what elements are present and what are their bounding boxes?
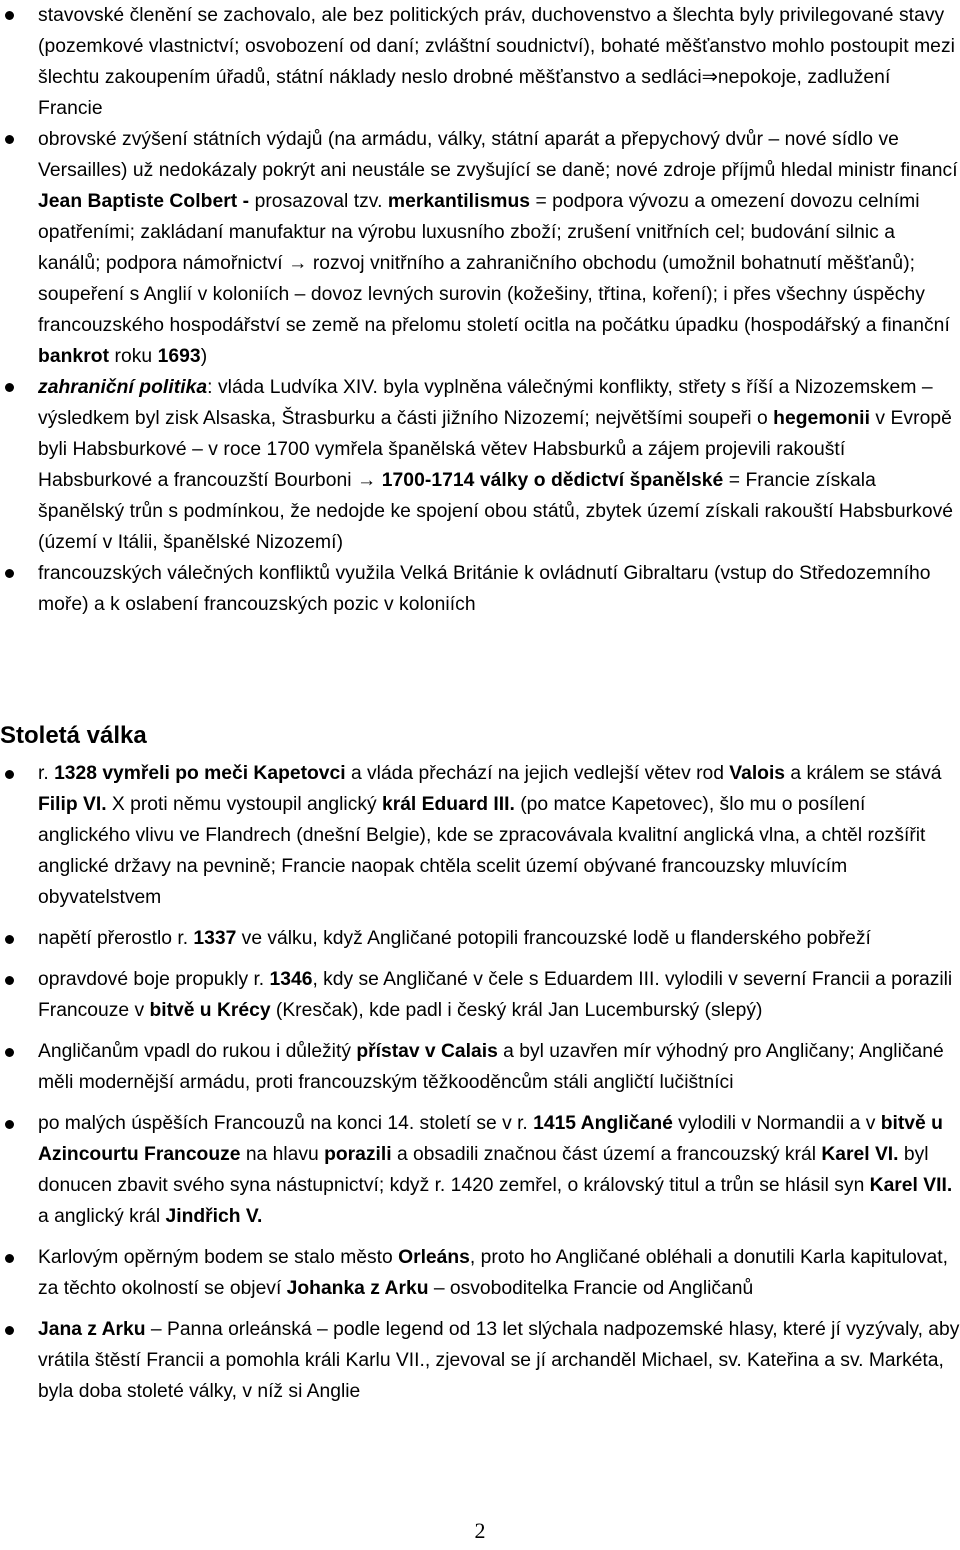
text-run: = podpora vývozu a omezení dovozu celními opatřeními; zakládaní manufaktur na výrobu luxusního zboží; zrušení vnitřních cel; budování silnic a kanálů; podpora námořnictví (38, 191, 920, 274)
list-item (0, 1108, 960, 1232)
text-run: ⇒ (701, 67, 718, 88)
page-number: 2 (474, 1518, 486, 1543)
text-run: (po matce Kapetovec), šlo mu o posílení anglického vlivu ve Flandrech (dnešní Belgie), kde se zpracovávala kvalitní anglická vlna, a chtěl rozšířit anglické državy na pevnině; Francie naopak chtěla scelit území obývané francouzsky mluvícím obyvatelstvem (38, 794, 926, 908)
text-run: 1328 vymřeli po meči Kapetovci (54, 763, 346, 784)
bullet-list-top (0, 0, 960, 620)
list-item (0, 1242, 960, 1304)
text-run: na hlavu (240, 1144, 325, 1165)
list-item (0, 964, 960, 1026)
section-heading: Stoletá válka (0, 722, 147, 749)
bullet-icon (5, 1326, 14, 1335)
text-run: a byl uzavřen mír výhodný pro Angličany; Angličané měli modernější armádu, proti francouzským těžkooděncům stáli angličtí lučištníci (38, 1041, 944, 1093)
text-run: nepokoje, zadlužení Francie (38, 67, 891, 119)
text-run: opravdové boje propukly r. (38, 969, 270, 990)
text-run: v Evropě byli Habsburkové – v roce 1700 vymřela španělská větev Habsburků a zájem projevili rakouští Habsburkové a francouzští Bourboni (38, 408, 952, 491)
text-run: → (357, 470, 382, 491)
text-run: : vláda Ludvíka XIV. byla vyplněna válečnými konflikty, střety s říší a Nizozemskem – výsledkem byl zisk Alsaska, Štrasburku a části jižního Nizozemí; největšími soupeři o (38, 377, 933, 429)
text-run: Jean Baptiste Colbert - (38, 191, 250, 212)
text-run: ) (200, 346, 208, 367)
bullet-list-stoleta-valka (0, 758, 960, 1407)
text-run: a obsadili značnou část území a francouzský král (391, 1144, 822, 1165)
bullet-icon (5, 1254, 14, 1263)
list-item (0, 372, 960, 558)
list-item (0, 1036, 960, 1098)
text-run: Filip VI. (38, 794, 107, 815)
text-run: Karel VI. (821, 1144, 899, 1165)
text-run: král Eduard III. (381, 794, 515, 815)
text-run: přístav v Calais (356, 1041, 498, 1062)
text-run: Valois (729, 763, 786, 784)
bullet-icon (5, 935, 14, 944)
text-run: porazili (324, 1144, 392, 1165)
text-run: po malých úspěších Francouzů na konci 14. století se v r. (38, 1113, 534, 1134)
text-run: Karlovým opěrným bodem se stalo město (38, 1247, 399, 1268)
text-run: , kdy se Angličané v čele s Eduardem III. vylodili v severní Francii a porazili Francouze v (38, 969, 953, 1021)
text-run: roku (109, 346, 158, 367)
text-run: – osvoboditelka Francie od Angličanů (428, 1278, 754, 1299)
text-run: a anglický král (38, 1206, 166, 1227)
text-run: 1337 (193, 928, 237, 949)
text-run: ve válku, když Angličané potopili francouzské lodě u flanderského pobřeží (236, 928, 871, 949)
text-run: vylodili v Normandii a v (672, 1113, 881, 1134)
list-item (0, 0, 960, 124)
text-run: byl donucen zbavit svého syna nástupnictví; když r. 1420 zemřel, o královský titul a trůn se hlásil syn (38, 1144, 929, 1196)
list-item (0, 124, 960, 372)
text-run: bankrot (38, 346, 110, 367)
text-run: Karel VII. (869, 1175, 953, 1196)
text-run: (Kresčak), kde padl i český král Jan Lucemburský (slepý) (270, 1000, 763, 1021)
bullet-icon (5, 11, 14, 20)
text-run: , proto ho Angličané obléhali a donutili Karla kapitulovat, za těchto okolností se objeví (38, 1247, 948, 1299)
text-run: Johanka z Arku (286, 1278, 429, 1299)
text-run: a králem se stává (785, 763, 942, 784)
text-run: merkantilismus (387, 191, 531, 212)
text-run: 1415 Angličané (533, 1113, 673, 1134)
text-run: – Panna orleánská – podle legend od 13 let slýchala nadpozemské hlasy, které jí vyzývaly, aby vrátila štěstí Francii a pomohla králi Karlu VII., zjevoval se jí archanděl Michael, sv. Kateřina a sv. Markéta, byla doba stoleté války, v níž si Anglie (38, 1319, 960, 1402)
text-run: 1346 (269, 969, 313, 990)
text-run: rozvoj vnitřního a zahraničního obchodu (umožnil bohatnutí měšťanů); soupeření s Anglií v koloniích – dovoz levných surovin (kožešiny, třtina, koření); i přes všechny úspěchy francouzského hospodářství se země na přelomu století ocitla na počátku úpadku (hospodářský a finanční (38, 253, 950, 336)
text-run: = Francie získala španělský trůn s podmínkou, že nedojde ke spojení obou států, zbytek území získali rakouští Habsburkové (území v Itálii, španělské Nizozemí) (38, 470, 954, 553)
text-run: zahraniční politika (38, 377, 208, 398)
bullet-icon (5, 1120, 14, 1129)
bullet-icon (5, 770, 14, 779)
text-run: bitvě u Krécy (149, 1000, 271, 1021)
bullet-icon (5, 135, 14, 144)
text-run: Jindřich V. (165, 1206, 263, 1227)
bullet-icon (5, 383, 14, 392)
list-item (0, 758, 960, 913)
text-run: Orleáns (398, 1247, 470, 1268)
bullet-icon (5, 1048, 14, 1057)
list-item (0, 923, 960, 954)
list-item (0, 558, 960, 620)
text-run: obrovské zvýšení státních výdajů (na armádu, války, státní aparát a přepychový dvůr – nové sídlo ve Versailles) už nedokázaly pokrýt ani neustále se zvyšující se daně; nové zdroje příjmů hledal ministr financí (38, 129, 958, 181)
bullet-icon (5, 569, 14, 578)
list-item (0, 1314, 960, 1407)
text-run: napětí přerostlo r. (38, 928, 194, 949)
text-run: Jana z Arku (38, 1319, 146, 1340)
text-run: prosazoval tzv. (249, 191, 388, 212)
text-run: r. (38, 763, 55, 784)
text-run: stavovské členění se zachovalo, ale bez politických práv, duchovenstvo a šlechta byly privilegované stavy (pozemkové vlastnictví; osvobození od daní; zvláštní soudnictví), bohaté měšťanstvo mohlo postoupit mezi šlechtu zakoupením úřadů, státní náklady neslo drobné měšťanstvo a sedláci (38, 5, 955, 88)
text-run: Angličanům vpadl do rukou i důležitý (38, 1041, 357, 1062)
text-run: → (282, 253, 313, 274)
text-run: X proti němu vystoupil anglický (106, 794, 382, 815)
text-run: francouzských válečných konfliktů využila Velká Británie k ovládnutí Gibraltaru (vstup do Středozemního moře) a k oslabení francouzských pozic v koloniích (38, 563, 931, 615)
text-run: 1700-1714 války o dědictví španělské (381, 470, 724, 491)
bullet-icon (5, 976, 14, 985)
text-run: 1693 (157, 346, 201, 367)
text-run: bitvě u Azincourtu Francouze (38, 1113, 943, 1165)
text-run: a vláda přechází na jejich vedlejší větev rod (345, 763, 730, 784)
text-run: hegemonii (773, 408, 870, 429)
